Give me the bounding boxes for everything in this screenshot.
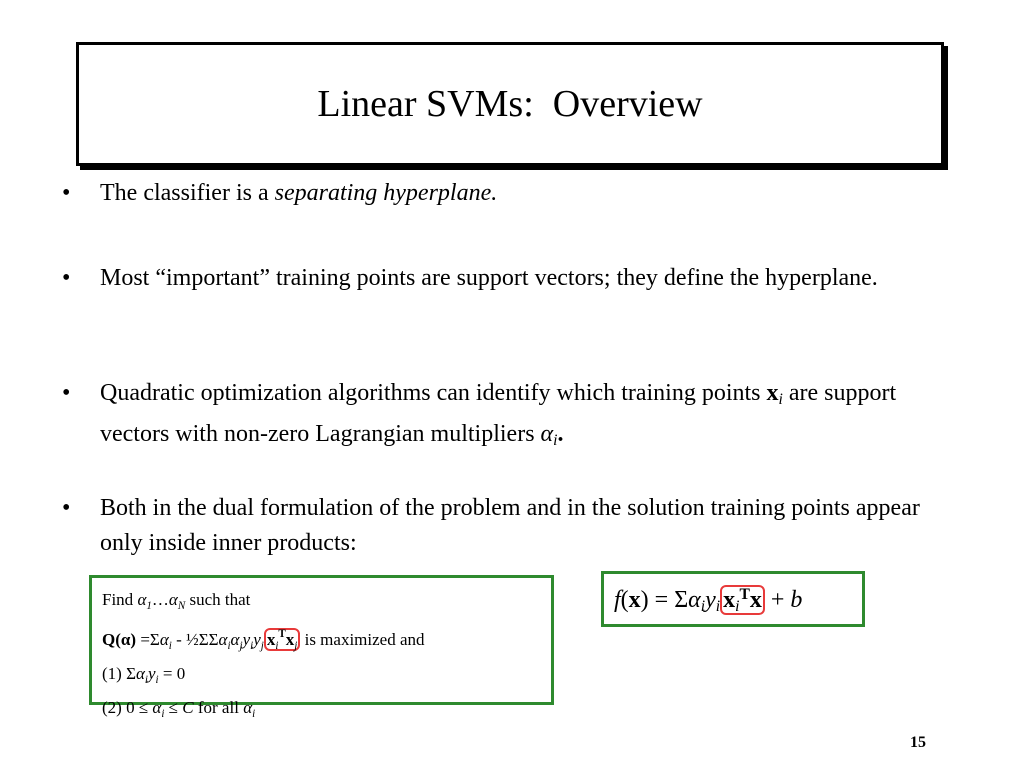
inner-product-highlight: $x_i^Tx_j$ [264, 628, 301, 651]
bullet-marker: • [62, 265, 71, 291]
inner-product-highlight: $x_i^Tx$ [720, 585, 765, 615]
dual-constraint-1: (1) $\Sigma\alpha_iy_i = 0$ [102, 664, 186, 686]
bullet-marker: • [62, 180, 71, 206]
dual-objective-line: $Q(\alpha) =\Sigma\alpha_i$ - $\frac{1}{2}\Sigma\Sigma\alpha_i\alpha_jy_iy_j$ $x_i^Tx_j$ is maximized and [102, 628, 425, 652]
dual-find-line: Find $\alpha_1\dots\alpha_N$ such that [102, 590, 251, 612]
page-number: 15 [910, 734, 926, 751]
bullet-marker: • [62, 380, 71, 406]
slide-title: Linear SVMs: Overview [317, 83, 703, 125]
dual-constraint-2: (2) $0 \le \alpha_i \le C$ for all $\alpha_i$ [102, 698, 256, 720]
solution-box: $f(x) = \Sigma\alpha_iy_i$ $x_i^Tx + b$ [601, 571, 865, 627]
dual-formulation-box [89, 575, 554, 720]
bullet-marker: • [62, 495, 71, 521]
title-box [76, 42, 944, 166]
